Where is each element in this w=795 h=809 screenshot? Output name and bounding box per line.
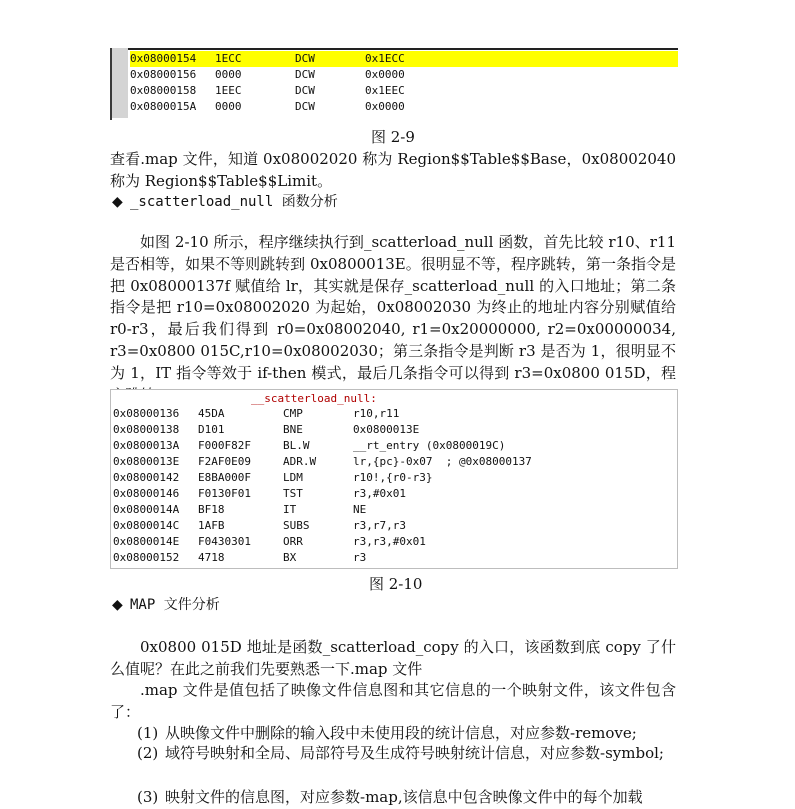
row-instruction: DCW (295, 52, 315, 65)
code-row (130, 99, 405, 115)
row-operand: 0x1EEC (365, 84, 405, 97)
list-text: 从映像文件中删除的输入段中未使用段的统计信息，对应参数-remove; (165, 724, 637, 742)
row-operand: r3,r7,r3 (353, 519, 406, 532)
row-opcode: 1ECC (215, 52, 242, 65)
section-heading (112, 192, 338, 212)
row-opcode: 1AFB (198, 519, 225, 532)
row-instruction: DCW (295, 84, 315, 97)
row-instruction: LDM (283, 471, 303, 484)
row-address: 0x08000152 (113, 551, 180, 564)
row-operand: lr,{pc}-0x07 ; @0x08000137 (353, 455, 532, 468)
row-opcode: F0430301 (198, 535, 251, 548)
row-operand: __rt_entry (0x0800019C) (353, 439, 506, 452)
row-instruction: TST (283, 487, 303, 500)
function-label: __scatterload_null: (251, 392, 377, 405)
row-opcode: 45DA (198, 407, 225, 420)
row-address: 0x0800013E (113, 455, 180, 468)
row-address: 0x08000154 (130, 52, 197, 65)
row-instruction: BX (283, 551, 297, 564)
row-address: 0x08000142 (113, 471, 180, 484)
row-operand: 0x0000 (365, 100, 405, 113)
section-heading (112, 595, 220, 615)
list-item (137, 787, 677, 805)
list-text: 域符号映射和全局、局部符号及生成符号映射统计信息，对应参数-symbol; (165, 744, 664, 762)
row-operand: r3,#0x01 (353, 487, 406, 500)
list-number: (3) (137, 788, 159, 806)
row-opcode: 4718 (198, 551, 225, 564)
row-instruction: ADR.W (283, 455, 317, 468)
row-instruction: CMP (283, 407, 303, 420)
row-address: 0x08000146 (113, 487, 180, 500)
row-address: 0x08000138 (113, 423, 180, 436)
code-listing-figure-2-10 (110, 389, 678, 569)
paragraph-map-regions: 查看.map 文件，知道 0x08002020 称为 Region$$Table$$Base，0x08002040 称为 Region$$Table$$Limit。 (110, 150, 676, 190)
row-address: 0x08000158 (130, 84, 197, 97)
row-address: 0x0800014E (113, 535, 180, 548)
row-opcode: BF18 (198, 503, 225, 516)
row-operand: r3 (353, 551, 367, 564)
row-opcode: E8BA000F (198, 471, 251, 484)
row-operand: 0x1ECC (365, 52, 405, 65)
code-listing-figure-2-9 (110, 48, 678, 120)
diamond-bullet-icon: ◆ (112, 597, 123, 613)
code-row (130, 83, 405, 99)
margin-gutter (112, 48, 128, 118)
row-operand: NE (353, 503, 367, 516)
row-opcode: F000F82F (198, 439, 251, 452)
row-address: 0x0800014C (113, 519, 180, 532)
row-instruction: ORR (283, 535, 303, 548)
paragraph-scatterload: 如图 2-10 所示，程序继续执行到_scatterload_null 函数，首先比较 r10、r11 是否相等，如果不等则跳转到 0x0800013E。很明显不等，程序跳转，第一条指令是把 0x08000137f 赋值给 lr，其实就是保存_scatterload_null 的入口地址；第二条指令是把 r10=0x08002020 为起始，0x08002030 为终止的地址内容分别赋值给 r0-r3，最后我们得到 r0=0x08002040, r1=0x20000000, r2=0x00000034, r3=0x0800 015C,r10=0x08002030；第三条指令是判断 r3 是否为 1，很明显不为 1，IT 指令等效于 if-then 模式，最后几条指令可以得到 r3=0x0800 015D，程 (110, 233, 676, 382)
diamond-bullet-icon: ◆ (112, 194, 123, 210)
row-instruction: DCW (295, 68, 315, 81)
top-border-line (128, 48, 678, 50)
heading-text: _scatterload_null 函数分析 (130, 194, 338, 210)
row-address: 0x08000156 (130, 68, 197, 81)
figure-caption: 图 2-10 (369, 575, 423, 593)
row-instruction: DCW (295, 100, 315, 113)
row-opcode: D101 (198, 423, 225, 436)
row-address: 0x0800014A (113, 503, 180, 516)
code-row (130, 67, 405, 83)
row-address: 0x08000136 (113, 407, 180, 420)
paragraph-map-description: .map 文件是值包括了映像文件信息图和其它信息的一个映射文件，该文件包含了： (110, 681, 676, 721)
row-opcode: F0130F01 (198, 487, 251, 500)
row-operand: r10!,{r0-r3} (353, 471, 433, 484)
row-address: 0x0800013A (113, 439, 180, 452)
list-item (137, 743, 677, 787)
row-operand: r10,r11 (353, 407, 400, 420)
figure-caption: 图 2-9 (371, 128, 415, 146)
row-operand: r3,r3,#0x01 (353, 535, 426, 548)
row-instruction: IT (283, 503, 297, 516)
paragraph-scatterload-copy: 0x0800 015D 地址是函数_scatterload_copy 的入口，该函数到底 copy 了什么值呢？在此之前我们先要熟悉一下.map 文件 (110, 638, 676, 678)
row-instruction: BL.W (283, 439, 310, 452)
row-operand: 0x0000 (365, 68, 405, 81)
row-opcode: 1EEC (215, 84, 242, 97)
heading-text: MAP 文件分析 (130, 597, 220, 613)
row-opcode: 0000 (215, 100, 242, 113)
row-opcode: 0000 (215, 68, 242, 81)
list-item (137, 723, 677, 745)
list-number: (2) (137, 744, 159, 762)
row-address: 0x0800015A (130, 100, 197, 113)
row-opcode: F2AF0E09 (198, 455, 251, 468)
list-text: 映射文件的信息图，对应参数-map,该信息中包含映像文件中的每个加载 (165, 788, 643, 806)
code-row (130, 51, 678, 67)
row-instruction: SUBS (283, 519, 310, 532)
list-number: (1) (137, 724, 159, 742)
row-instruction: BNE (283, 423, 303, 436)
row-operand: 0x0800013E (353, 423, 420, 436)
